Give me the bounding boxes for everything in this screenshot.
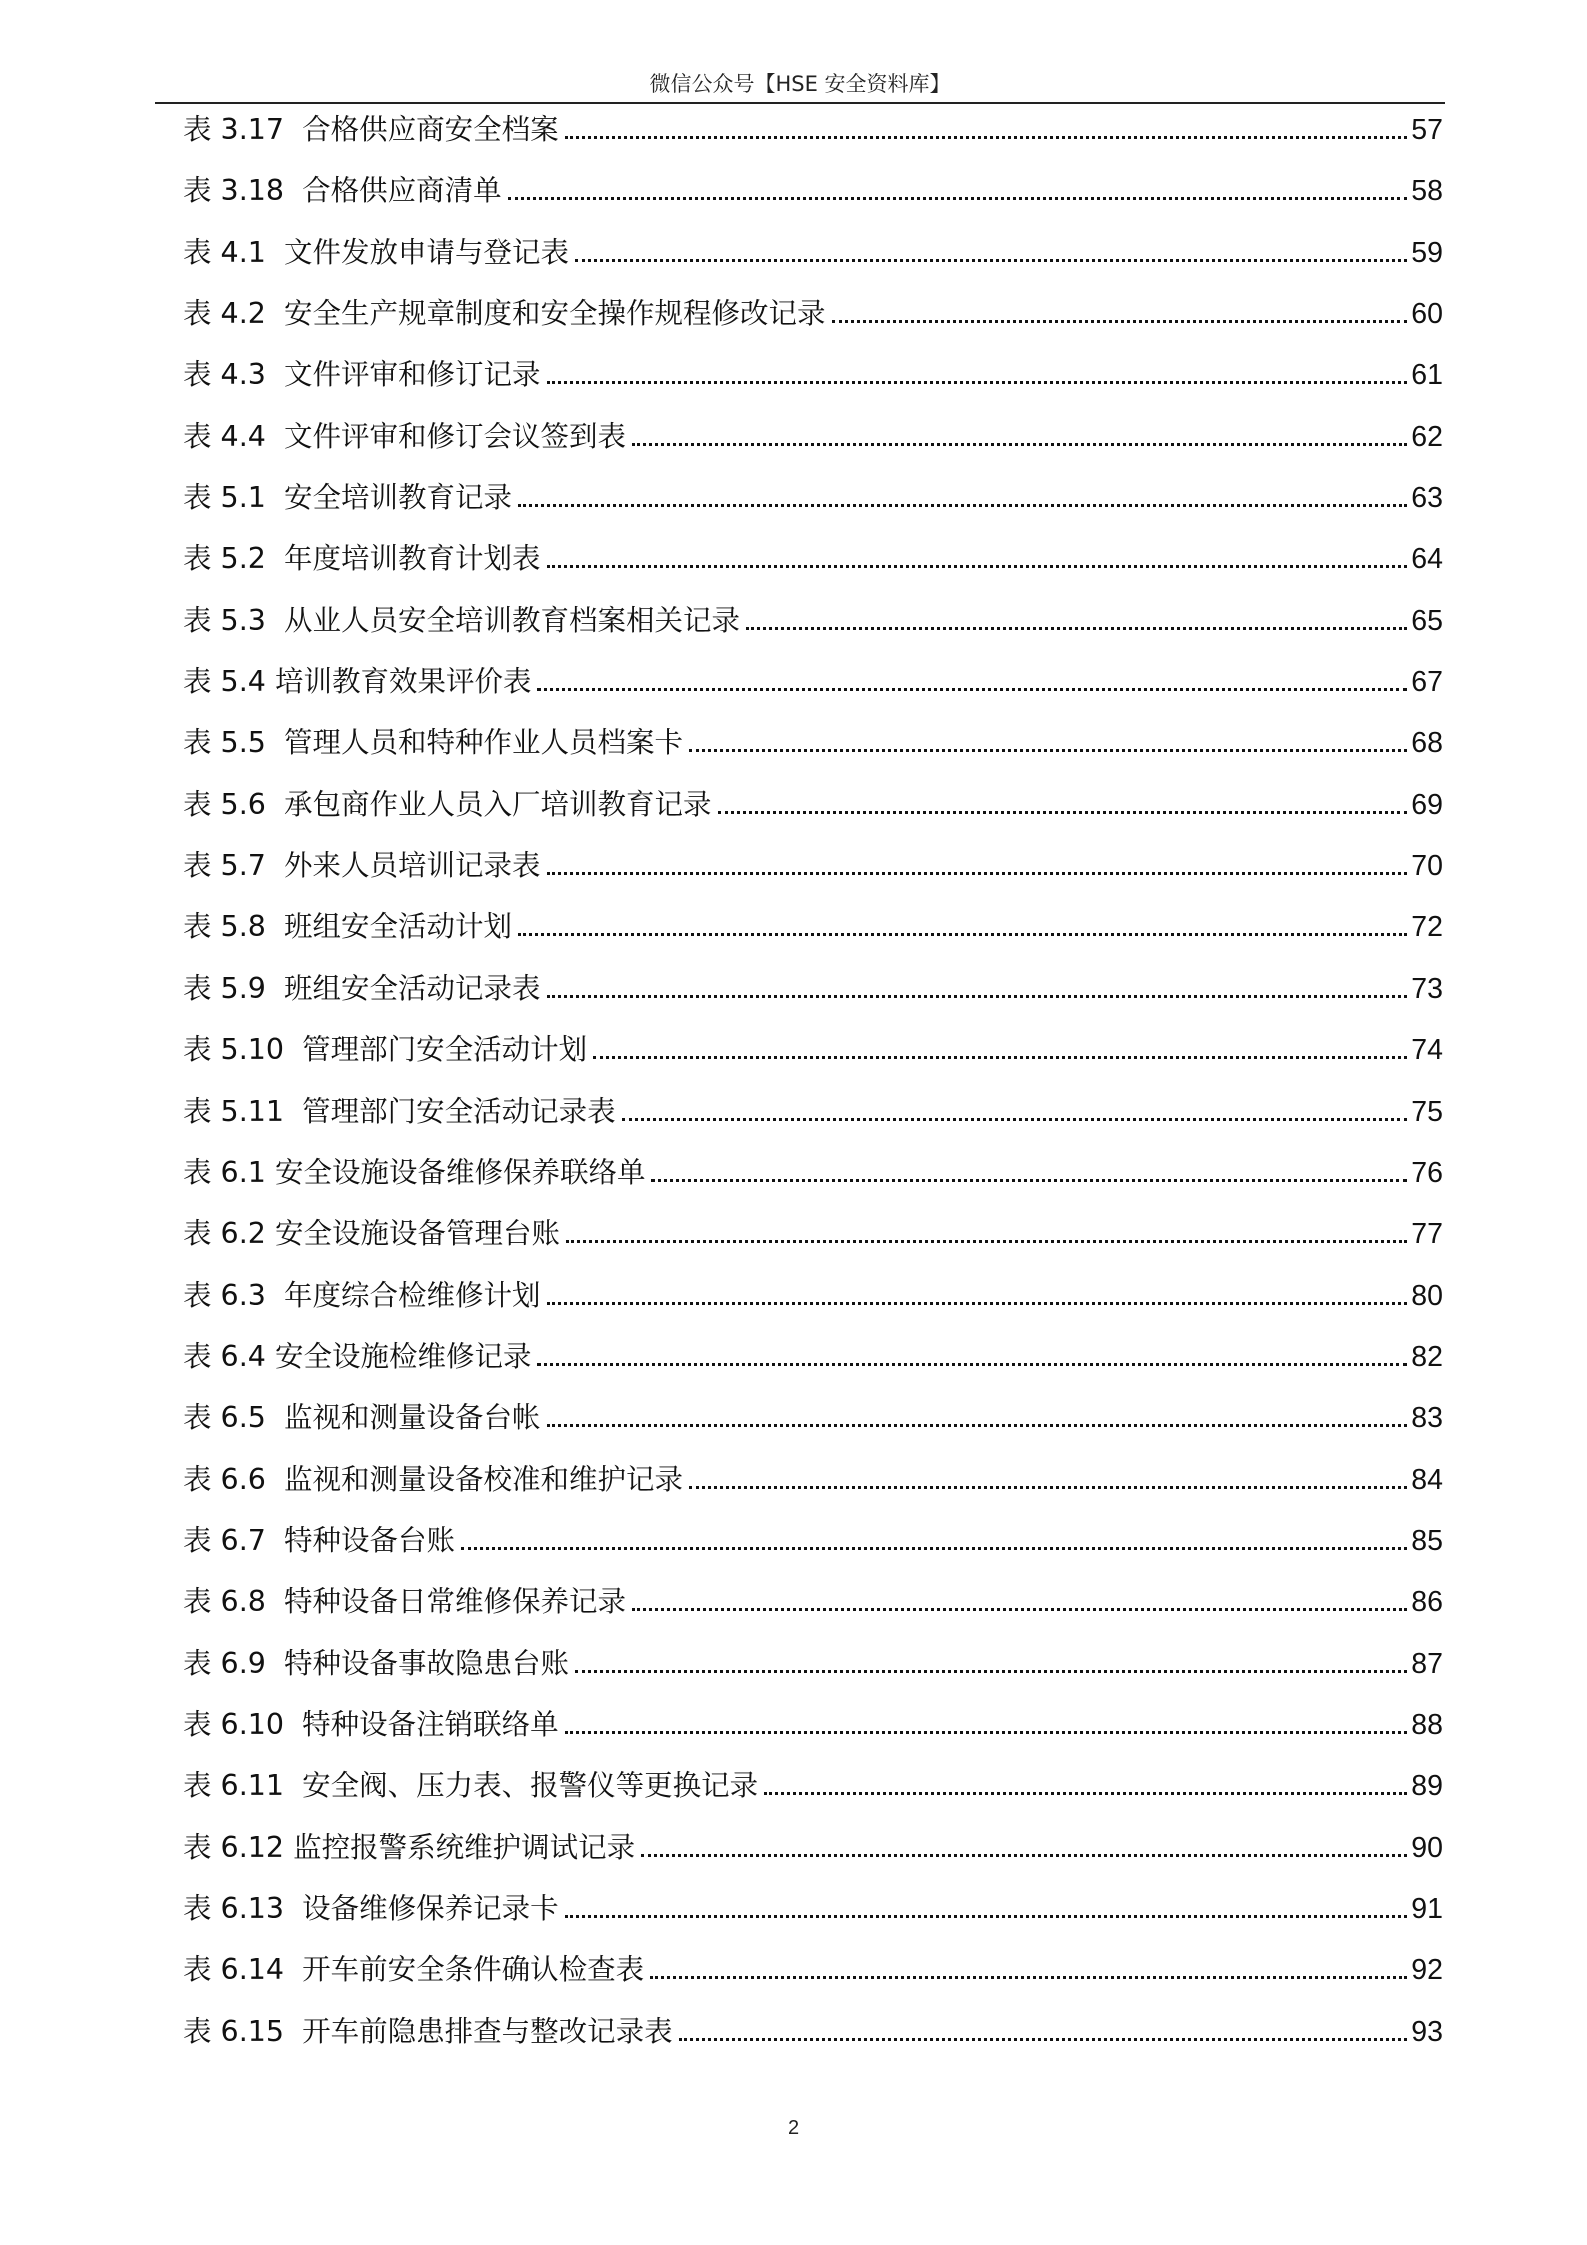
toc-entry-page: 67: [1411, 666, 1443, 699]
toc-entry-title: 表 5.5 管理人员和特种作业人员档案卡: [183, 726, 684, 760]
toc-leader-dots: [518, 933, 1407, 936]
toc-entry-title: 表 4.1 文件发放申请与登记表: [183, 235, 570, 269]
toc-entry-title: 表 5.2 年度培训教育计划表: [183, 542, 541, 576]
toc-entry-title: 表 6.5 监视和测量设备台帐: [183, 1401, 541, 1435]
toc-entry-title: 表 3.17 合格供应商安全档案: [183, 113, 559, 146]
toc-leader-dots: [547, 381, 1408, 384]
toc-leader-dots: [650, 1976, 1407, 1979]
toc-entry-page: 64: [1411, 543, 1443, 576]
toc-entry-title: 表 5.6 承包商作业人员入厂培训教育记录: [183, 787, 712, 821]
toc-leader-dots: [689, 1486, 1407, 1489]
toc-entry-title: 表 6.15 开车前隐患排查与整改记录表: [183, 2014, 673, 2048]
toc-entry[interactable]: [183, 595, 1443, 656]
toc-leader-dots: [641, 1854, 1407, 1857]
toc-entry[interactable]: [183, 165, 1443, 226]
toc-entry[interactable]: [183, 349, 1443, 410]
toc-entry-title: 表 4.4 文件评审和修订会议签到表: [183, 419, 627, 453]
toc-leader-dots: [746, 627, 1407, 630]
toc-entry-page: 89: [1411, 1770, 1443, 1803]
toc-leader-dots: [547, 1302, 1408, 1305]
toc-entry-page: 62: [1411, 420, 1443, 453]
page-header: [155, 66, 1445, 104]
toc-leader-dots: [632, 1608, 1407, 1611]
toc-entry-title: 表 5.1 安全培训教育记录: [183, 481, 513, 515]
toc-entry[interactable]: [183, 1576, 1443, 1637]
toc-entry-title: 表 6.14 开车前安全条件确认检查表: [183, 1953, 645, 1987]
toc-entry-title: 表 6.7 特种设备台账: [183, 1523, 456, 1557]
toc-leader-dots: [547, 1424, 1408, 1427]
toc-leader-dots: [547, 872, 1408, 875]
toc-entry[interactable]: [183, 1331, 1443, 1392]
toc-entry[interactable]: [183, 533, 1443, 594]
toc-entry[interactable]: [183, 1822, 1443, 1883]
toc-entry[interactable]: [183, 1270, 1443, 1331]
toc-leader-dots: [764, 1792, 1407, 1795]
toc-entry-page: 88: [1411, 1708, 1443, 1741]
toc-entry-page: 91: [1411, 1892, 1443, 1925]
toc-entry-page: 65: [1411, 604, 1443, 637]
toc-leader-dots: [575, 259, 1407, 262]
toc-entry-page: 80: [1411, 1279, 1443, 1312]
toc-entry[interactable]: [183, 2006, 1443, 2067]
header-title: 微信公众号【HSE 安全资料库】: [649, 72, 951, 96]
toc-leader-dots: [537, 688, 1407, 691]
toc-entry[interactable]: [183, 963, 1443, 1024]
toc-entry[interactable]: [183, 840, 1443, 901]
toc-entry[interactable]: [183, 411, 1443, 472]
toc-entry-title: 表 6.8 特种设备日常维修保养记录: [183, 1585, 627, 1619]
toc-entry-page: 90: [1411, 1831, 1443, 1864]
toc-entry-page: 60: [1411, 298, 1443, 331]
toc-entry[interactable]: [183, 472, 1443, 533]
toc-entry-title: 表 6.1 安全设施设备维修保养联络单: [183, 1155, 646, 1189]
toc-entry-title: 表 5.3 从业人员安全培训教育档案相关记录: [183, 603, 741, 637]
toc-leader-dots: [508, 197, 1408, 200]
toc-entry-title: 表 6.2 安全设施设备管理台账: [183, 1217, 560, 1251]
toc-leader-dots: [565, 136, 1408, 139]
toc-entry-page: 83: [1411, 1402, 1443, 1435]
toc-leader-dots: [689, 749, 1407, 752]
toc-entry[interactable]: [183, 779, 1443, 840]
toc-entry-page: 73: [1411, 972, 1443, 1005]
toc-entry-title: 表 4.3 文件评审和修订记录: [183, 358, 541, 392]
toc-entry-page: 82: [1411, 1340, 1443, 1373]
toc-leader-dots: [622, 1118, 1408, 1121]
toc-entry-page: 87: [1411, 1647, 1443, 1680]
toc-entry-title: 表 6.9 特种设备事故隐患台账: [183, 1646, 570, 1680]
toc-leader-dots: [565, 1915, 1408, 1918]
toc-entry-title: 表 6.4 安全设施检维修记录: [183, 1339, 532, 1373]
toc-entry[interactable]: [183, 1638, 1443, 1699]
toc-entry[interactable]: [183, 1147, 1443, 1208]
toc-entry[interactable]: [183, 1208, 1443, 1269]
toc-entry[interactable]: [183, 1515, 1443, 1576]
toc-entry-page: 59: [1411, 236, 1443, 269]
toc-entry-page: 61: [1411, 359, 1443, 392]
page-number: 2: [787, 2117, 800, 2139]
toc-leader-dots: [718, 811, 1408, 814]
toc-entry-title: 表 3.18 合格供应商清单: [183, 174, 502, 208]
toc-entry[interactable]: [183, 1024, 1443, 1085]
toc-entry-title: 表 5.11 管理部门安全活动记录表: [183, 1094, 616, 1128]
toc-leader-dots: [575, 1670, 1407, 1673]
toc-entry-title: 表 4.2 安全生产规章制度和安全操作规程修改记录: [183, 297, 826, 331]
toc-entry[interactable]: [183, 1454, 1443, 1515]
toc-leader-dots: [651, 1179, 1407, 1182]
toc-entry-title: 表 6.11 安全阀、压力表、报警仪等更换记录: [183, 1769, 759, 1803]
toc-entry[interactable]: [183, 1944, 1443, 2005]
toc-entry-title: 表 5.7 外来人员培训记录表: [183, 849, 541, 883]
toc-leader-dots: [547, 995, 1408, 998]
toc-entry-title: 表 5.4 培训教育效果评价表: [183, 665, 532, 699]
toc-entry[interactable]: [183, 1392, 1443, 1453]
toc-entry-title: 表 5.10 管理部门安全活动计划: [183, 1033, 588, 1067]
toc-entry[interactable]: [183, 1699, 1443, 1760]
toc-leader-dots: [679, 2038, 1408, 2041]
toc-entry-page: 63: [1411, 482, 1443, 515]
toc-entry-page: 69: [1411, 788, 1443, 821]
toc-entry-title: 表 6.13 设备维修保养记录卡: [183, 1891, 559, 1925]
toc-leader-dots: [566, 1240, 1407, 1243]
toc-entry-title: 表 5.9 班组安全活动记录表: [183, 971, 541, 1005]
toc-entry[interactable]: [183, 104, 1443, 165]
toc-entry[interactable]: [183, 717, 1443, 778]
toc-entry[interactable]: [183, 227, 1443, 288]
toc-entry-page: 75: [1411, 1095, 1443, 1128]
toc-leader-dots: [632, 443, 1407, 446]
toc-entry-title: 表 5.8 班组安全活动计划: [183, 910, 513, 944]
toc-entry-page: 85: [1411, 1524, 1443, 1557]
toc-entry[interactable]: [183, 1883, 1443, 1944]
toc-entry-title: 表 6.3 年度综合检维修计划: [183, 1278, 541, 1312]
toc-entry[interactable]: [183, 901, 1443, 962]
toc-entry-page: 72: [1411, 911, 1443, 944]
toc-entry-page: 70: [1411, 850, 1443, 883]
toc-entry-title: 表 6.10 特种设备注销联络单: [183, 1707, 559, 1741]
toc-entry[interactable]: [183, 1086, 1443, 1147]
toc-leader-dots: [461, 1547, 1407, 1550]
table-of-contents: [183, 104, 1443, 2067]
toc-entry-page: 84: [1411, 1463, 1443, 1496]
toc-leader-dots: [593, 1056, 1407, 1059]
toc-entry-page: 93: [1411, 2015, 1443, 2048]
toc-leader-dots: [537, 1363, 1407, 1366]
toc-entry[interactable]: [183, 288, 1443, 349]
toc-entry-page: 57: [1411, 114, 1443, 146]
toc-entry[interactable]: [183, 1760, 1443, 1821]
toc-leader-dots: [547, 565, 1408, 568]
toc-entry-page: 92: [1411, 1954, 1443, 1987]
toc-entry-page: 86: [1411, 1586, 1443, 1619]
toc-leader-dots: [565, 1731, 1408, 1734]
toc-entry[interactable]: [183, 656, 1443, 717]
toc-leader-dots: [518, 504, 1407, 507]
toc-entry-title: 表 6.6 监视和测量设备校准和维护记录: [183, 1462, 684, 1496]
toc-leader-dots: [832, 320, 1408, 323]
toc-entry-page: 76: [1411, 1156, 1443, 1189]
toc-entry-page: 58: [1411, 175, 1443, 208]
toc-entry-page: 77: [1411, 1218, 1443, 1251]
toc-entry-title: 表 6.12 监控报警系统维护调试记录: [183, 1830, 636, 1864]
toc-entry-page: 74: [1411, 1034, 1443, 1067]
toc-entry-page: 68: [1411, 727, 1443, 760]
